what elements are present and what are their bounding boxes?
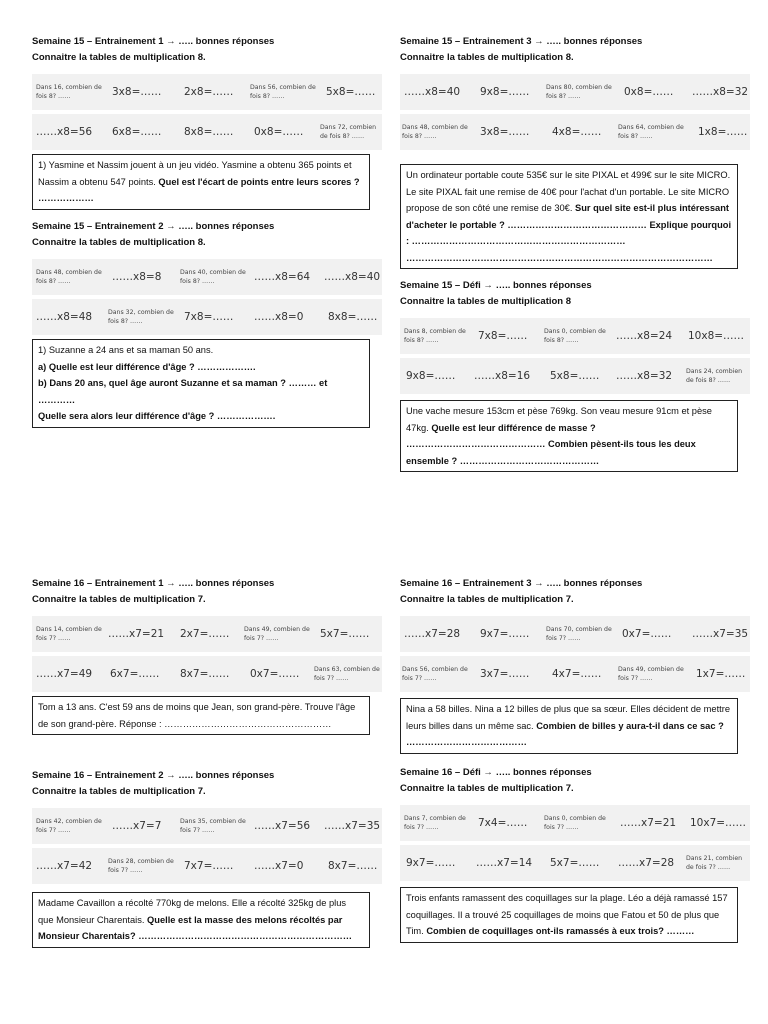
exercise-row [400,805,750,841]
question-cell: Dans 0, combien de fois 7? …… [544,815,606,831]
problem-text: Nina a 58 billes. Nina a 12 billes de plus que sa sœur. Elles décident de mettre leurs billes dans un même sac. [406,704,731,731]
problem-question: Sur quel site est-il plus intéressant d'acheter le portable ? ……………………………………… Explique pourquoi : …………………………………………………………… ……………………………………………………………………………………… [406,203,732,263]
question-cell: ……x7=49 [36,668,93,680]
question-cell: Dans 49, combien de fois 7? …… [244,626,310,642]
word-problem [400,164,738,269]
exercise-row [32,808,382,844]
question-cell: ……x8=32 [692,86,749,98]
question-cell: 9x7=…… [406,857,456,869]
block-title: Semaine 16 – Entrainement 3 → ….. bonnes réponses [400,578,643,589]
question-cell: 7x4=…… [478,817,528,829]
question-cell: 5x7=…… [550,857,600,869]
question-cell: ……x8=24 [616,330,673,342]
question-cell: 5x7=…… [320,628,370,640]
question-cell: ……x7=42 [36,860,93,872]
question-cell: Dans 80, combien de fois 8? …… [546,84,612,100]
question-cell: 7x8=…… [478,330,528,342]
word-problem [400,400,738,472]
question-cell: Dans 14, combien de fois 7? …… [36,626,102,642]
question-cell: Dans 28, combien de fois 7? …… [108,858,174,874]
problem-line: Quelle sera alors leur différence d'âge ? ………………. [38,411,276,421]
question-cell: Dans 72, combien de fois 8? …… [320,124,377,140]
block-subtitle: Connaitre la tables de multiplication 8. [32,237,206,248]
problem-question: Quelle est la masse des melons récoltés par Monsieur Charentais? …………………………………………………………… [38,914,353,941]
exercise-block-s15-e3 [400,34,752,269]
question-cell: ……x7=14 [476,857,533,869]
question-cell: 9x7=…… [480,628,530,640]
question-cell: Dans 24, combien de fois 8? …… [686,368,743,384]
question-cell: 5x8=…… [550,370,600,382]
question-cell: 6x7=…… [110,668,160,680]
block-subtitle: Connaitre la tables de multiplication 7. [400,594,574,605]
problem-question: Quelle est leur différence de masse ? ……………………………………… Combien pèsent-ils tous les deux ensemble ? ……………………………………… [406,422,696,466]
exercise-row [32,616,382,652]
block-subtitle: Connaitre la tables de multiplication 7. [32,786,206,797]
block-subtitle: Connaitre la tables de multiplication 7. [32,594,206,605]
exercise-block-s16-e2 [32,768,384,948]
question-cell: 8x8=…… [184,126,234,138]
question-cell: ……x8=56 [36,126,93,138]
question-cell: Dans 70, combien de fois 7? …… [546,626,612,642]
problem-question: Combien de coquillages ont-ils ramassés à eux trois? ……… [426,926,695,936]
question-cell: 9x8=…… [480,86,530,98]
exercise-row [400,845,750,881]
question-cell: Dans 16, combien de fois 8? …… [36,84,102,100]
question-cell: 3x8=…… [480,126,530,138]
question-cell: ……x8=16 [474,370,531,382]
question-cell: Dans 7, combien de fois 7? …… [404,815,466,831]
question-cell: 8x7=…… [180,668,230,680]
exercise-row [400,114,750,150]
question-cell: ……x8=64 [254,271,311,283]
block-title: Semaine 15 – Entrainement 3 → ….. bonnes réponses [400,36,643,47]
question-cell: Dans 63, combien de fois 7? …… [314,666,380,682]
word-problem [400,887,738,943]
exercise-row [32,656,382,692]
question-cell: 6x8=…… [112,126,162,138]
question-cell: 2x7=…… [180,628,230,640]
exercise-block-s15-defi [400,278,752,472]
word-problem [400,698,738,754]
question-cell: 3x7=…… [480,668,530,680]
question-cell: 9x8=…… [406,370,456,382]
question-cell: ……x8=32 [616,370,673,382]
problem-question: Combien de billes y aura-t-il dans ce sac ? ………………………………… [406,720,724,747]
exercise-row [400,616,750,652]
problem-text: Tom a 13 ans. C'est 59 ans de moins que Jean, son grand-père. Trouve l'âge de son grand-père. Réponse : ……………………………………………… [38,702,356,729]
question-cell: Dans 56, combien de fois 7? …… [402,666,468,682]
exercise-row [32,114,382,150]
question-cell: ……x8=40 [404,86,461,98]
question-cell: 0x7=…… [250,668,300,680]
block-title: Semaine 16 – Entrainement 2 → ….. bonnes réponses [32,770,275,781]
block-title: Semaine 15 – Défi → ….. bonnes réponses [400,280,592,291]
problem-text: 1) Yasmine et Nassim jouent à un jeu vidéo. Yasmine a obtenu 365 points et Nassim a obtenu 547 points. [38,160,352,187]
question-cell: ……x8=8 [112,271,162,283]
question-cell: Dans 64, combien de fois 8? …… [618,124,684,140]
block-subtitle: Connaitre la tables de multiplication 8 [400,296,572,307]
question-cell: ……x7=28 [404,628,461,640]
exercise-row [400,74,750,110]
question-cell: Dans 40, combien de fois 8? …… [180,269,246,285]
problem-line: 1) Suzanne a 24 ans et sa maman 50 ans. [38,345,214,355]
word-problem [32,339,370,428]
block-title: Semaine 15 – Entrainement 1 → ….. bonnes réponses [32,36,275,47]
question-cell: ……x7=21 [108,628,165,640]
problem-question: Quel est l'écart de points entre leurs scores ? ……………… [38,176,360,203]
question-cell: Dans 56, combien de fois 8? …… [250,84,316,100]
exercise-row [400,358,750,394]
block-title: Semaine 16 – Défi → ….. bonnes réponses [400,767,592,778]
question-cell: 8x7=…… [328,860,378,872]
question-cell: 8x8=…… [328,311,378,323]
problem-text: Madame Cavaillon a récolté 770kg de melons. Elle a récolté 325kg de plus que Monsieur Charentais. [38,898,347,925]
question-cell: Dans 35, combien de fois 7? …… [180,818,246,834]
exercise-row [32,848,382,884]
question-cell: Dans 21, combien de fois 7? …… [686,855,743,871]
question-cell: 10x8=…… [688,330,745,342]
problem-text: Un ordinateur portable coute 535€ sur le site PIXAL et 499€ sur le site MICRO. Le site PIXAL fait une remise de 40€ pour l'achat d'un portable. Le site MICRO propose de son côté une remise de 30€. [406,170,731,213]
question-cell: 1x8=…… [698,126,748,138]
problem-line: b) Dans 20 ans, quel âge auront Suzanne et sa maman ? ……… et ………… [38,378,328,405]
question-cell: 7x8=…… [184,311,234,323]
word-problem [32,892,370,948]
exercise-row [400,318,750,354]
question-cell: 4x7=…… [552,668,602,680]
block-title: Semaine 15 – Entrainement 2 → ….. bonnes réponses [32,221,275,232]
question-cell: Dans 48, combien de fois 8? …… [402,124,468,140]
exercise-row [400,656,750,692]
word-problem [32,154,370,210]
exercise-row [32,299,382,335]
question-cell: Dans 42, combien de fois 7? …… [36,818,102,834]
block-subtitle: Connaitre la tables de multiplication 8. [32,52,206,63]
question-cell: 3x8=…… [112,86,162,98]
exercise-row [32,74,382,110]
question-cell: Dans 0, combien de fois 8? …… [544,328,606,344]
question-cell: ……x8=48 [36,311,93,323]
question-cell: 4x8=…… [552,126,602,138]
question-cell: ……x8=40 [324,271,381,283]
question-cell: Dans 48, combien de fois 8? …… [36,269,102,285]
question-cell: 7x7=…… [184,860,234,872]
exercise-block-s15-e2 [32,219,384,428]
question-cell: 1x7=…… [696,668,746,680]
word-problem [32,696,370,735]
exercise-block-s16-e1 [32,576,384,735]
block-subtitle: Connaitre la tables de multiplication 7. [400,783,574,794]
question-cell: ……x7=7 [112,820,162,832]
exercise-block-s16-defi [400,765,752,943]
question-cell: 0x7=…… [622,628,672,640]
block-subtitle: Connaitre la tables de multiplication 8. [400,52,574,63]
question-cell: Dans 32, combien de fois 8? …… [108,309,174,325]
exercise-block-s15-e1 [32,34,384,210]
question-cell: 10x7=…… [690,817,747,829]
question-cell: ……x7=28 [618,857,675,869]
question-cell: ……x7=35 [692,628,749,640]
problem-text: Trois enfants ramassent des coquillages sur la plage. Léo a déjà ramassé 157 coquillages. Il a trouvé 25 coquillages de moins que Fatou et 50 de plus que Tim. [406,893,728,936]
exercise-block-s16-e3 [400,576,752,754]
exercise-row [32,259,382,295]
question-cell: ……x7=0 [254,860,304,872]
question-cell: ……x8=0 [254,311,304,323]
block-title: Semaine 16 – Entrainement 1 → ….. bonnes réponses [32,578,275,589]
question-cell: Dans 8, combien de fois 8? …… [404,328,466,344]
problem-text: Une vache mesure 153cm et pèse 769kg. Son veau mesure 91cm et pèse 47kg. [406,406,712,433]
problem-line: a) Quelle est leur différence d'âge ? ………………. [38,361,256,372]
question-cell: ……x7=56 [254,820,311,832]
question-cell: Dans 49, combien de fois 7? …… [618,666,684,682]
question-cell: 2x8=…… [184,86,234,98]
question-cell: 0x8=…… [624,86,674,98]
question-cell: ……x7=21 [620,817,677,829]
question-cell: 0x8=…… [254,126,304,138]
question-cell: ……x7=35 [324,820,381,832]
question-cell: 5x8=…… [326,86,376,98]
